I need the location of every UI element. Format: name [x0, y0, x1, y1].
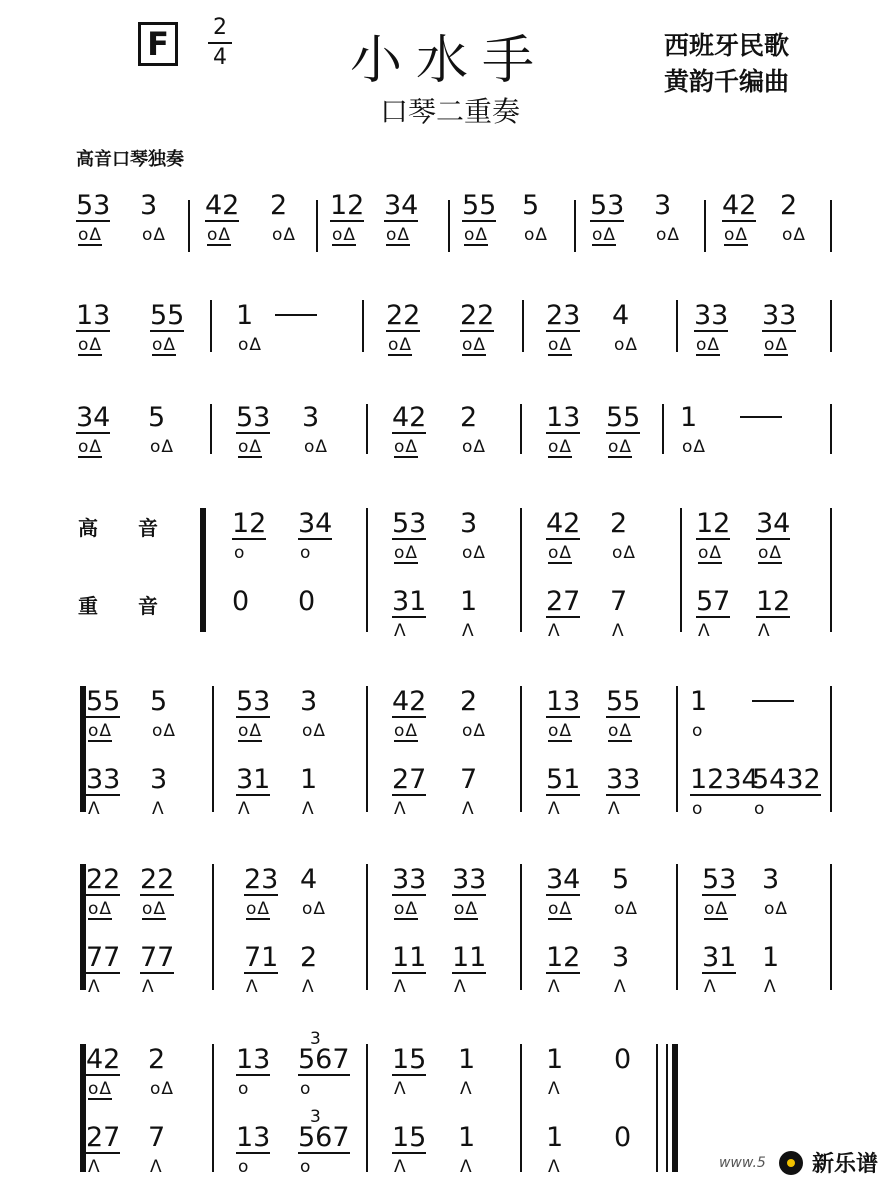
barline — [830, 508, 832, 632]
blow-hole-mark: oΔ — [608, 721, 633, 741]
triplet-mark: 3 — [310, 1107, 322, 1127]
note: 11 — [452, 942, 487, 973]
note: 7 — [610, 586, 628, 617]
draw-hole-mark: Λ — [608, 799, 621, 819]
note: 1 — [762, 942, 780, 973]
note: 0 — [298, 586, 316, 617]
barline — [212, 686, 214, 812]
barline — [830, 404, 832, 454]
barline — [676, 686, 678, 812]
barline — [680, 508, 682, 632]
note: 5 — [148, 402, 166, 433]
song-title: 小水手 — [350, 31, 549, 91]
note: 12 — [330, 190, 365, 221]
blow-hole-mark: oΔ — [614, 899, 639, 919]
blow-hole-mark: oΔ — [548, 543, 573, 563]
open-hole-mark: o — [754, 799, 766, 819]
note: 1 — [458, 1044, 476, 1075]
draw-hole-mark: Λ — [612, 621, 625, 641]
note: 33 — [452, 864, 487, 895]
blow-hole-mark: oΔ — [207, 225, 232, 245]
note: 55 — [606, 402, 641, 433]
note: 11 — [392, 942, 427, 973]
blow-hole-mark: oΔ — [782, 225, 807, 245]
note: 53 — [392, 508, 427, 539]
draw-hole-mark: Λ — [548, 977, 561, 997]
blow-hole-mark: oΔ — [462, 335, 487, 355]
blow-hole-mark: oΔ — [696, 335, 721, 355]
note: 51 — [546, 764, 581, 795]
note: 34 — [76, 402, 111, 433]
draw-hole-mark: Λ — [758, 621, 771, 641]
arranger-credit: 黄韵千编曲 — [664, 67, 790, 96]
blow-hole-mark: oΔ — [464, 225, 489, 245]
note: 4 — [612, 300, 630, 331]
note: 7 — [148, 1122, 166, 1153]
blow-hole-mark: oΔ — [88, 721, 113, 741]
double-barline — [672, 1044, 678, 1172]
note: 13 — [236, 1122, 271, 1153]
barline — [188, 200, 190, 252]
triplet-mark: 3 — [310, 1029, 322, 1049]
note: 1 — [300, 764, 318, 795]
blow-hole-mark: oΔ — [142, 899, 167, 919]
barline — [366, 686, 368, 812]
note: 12 — [696, 508, 731, 539]
note: 5432 — [752, 764, 821, 795]
note: 55 — [462, 190, 497, 221]
note: 13 — [546, 402, 581, 433]
note: 12 — [546, 942, 581, 973]
blow-hole-mark: oΔ — [454, 899, 479, 919]
note: 31 — [236, 764, 271, 795]
note: 23 — [244, 864, 279, 895]
draw-hole-mark: Λ — [394, 1079, 407, 1099]
blow-hole-mark: oΔ — [386, 225, 411, 245]
note: 57 — [696, 586, 731, 617]
note: 13 — [76, 300, 111, 331]
sustain-dash — [275, 314, 317, 316]
note: 42 — [392, 686, 427, 717]
barline — [210, 404, 212, 454]
blow-hole-mark: oΔ — [304, 437, 329, 457]
open-hole-mark: o — [234, 543, 246, 563]
blow-hole-mark: oΔ — [682, 437, 707, 457]
note: 1 — [458, 1122, 476, 1153]
note: 567 — [298, 1044, 350, 1075]
note: 53 — [76, 190, 111, 221]
disc-icon — [779, 1151, 803, 1175]
note: 5 — [150, 686, 168, 717]
barline — [676, 300, 678, 352]
note: 3 — [150, 764, 168, 795]
note: 13 — [546, 686, 581, 717]
note: 23 — [546, 300, 581, 331]
blow-hole-mark: oΔ — [656, 225, 681, 245]
key-signature: F — [138, 22, 178, 66]
draw-hole-mark: Λ — [302, 799, 315, 819]
note: 2 — [460, 402, 478, 433]
draw-hole-mark: Λ — [394, 1157, 407, 1177]
watermark-url: www.5 — [718, 1155, 766, 1171]
voice-label-high: 高 音 — [78, 516, 158, 540]
note: 7 — [460, 764, 478, 795]
note: 12 — [232, 508, 267, 539]
draw-hole-mark: Λ — [246, 977, 259, 997]
note: 0 — [614, 1122, 632, 1153]
draw-hole-mark: Λ — [462, 621, 475, 641]
note: 55 — [150, 300, 185, 331]
draw-hole-mark: Λ — [462, 799, 475, 819]
open-hole-mark: o — [238, 1079, 250, 1099]
draw-hole-mark: Λ — [152, 799, 165, 819]
note: 2 — [270, 190, 288, 221]
note: 0 — [614, 1044, 632, 1075]
draw-hole-mark: Λ — [548, 621, 561, 641]
note: 5 — [612, 864, 630, 895]
blow-hole-mark: oΔ — [608, 437, 633, 457]
blow-hole-mark: oΔ — [704, 899, 729, 919]
sustain-dash — [752, 700, 794, 702]
note: 2 — [148, 1044, 166, 1075]
note: 3 — [300, 686, 318, 717]
blow-hole-mark: oΔ — [88, 899, 113, 919]
draw-hole-mark: Λ — [150, 1157, 163, 1177]
draw-hole-mark: Λ — [764, 977, 777, 997]
blow-hole-mark: oΔ — [548, 335, 573, 355]
note: 2 — [460, 686, 478, 717]
note: 33 — [762, 300, 797, 331]
blow-hole-mark: oΔ — [614, 335, 639, 355]
note: 13 — [236, 1044, 271, 1075]
draw-hole-mark: Λ — [698, 621, 711, 641]
note: 3 — [762, 864, 780, 895]
barline — [676, 864, 678, 990]
barline — [666, 1044, 668, 1172]
note: 42 — [205, 190, 240, 221]
barline — [830, 686, 832, 812]
barline — [520, 508, 522, 632]
note: 3 — [460, 508, 478, 539]
note: 77 — [140, 942, 175, 973]
note: 22 — [140, 864, 175, 895]
note: 34 — [384, 190, 419, 221]
open-hole-mark: o — [300, 1157, 312, 1177]
sustain-dash — [740, 416, 782, 418]
blow-hole-mark: oΔ — [548, 437, 573, 457]
barline — [210, 300, 212, 352]
note: 3 — [612, 942, 630, 973]
barline — [316, 200, 318, 252]
note: 27 — [546, 586, 581, 617]
blow-hole-mark: oΔ — [394, 543, 419, 563]
blow-hole-mark: oΔ — [462, 543, 487, 563]
barline — [574, 200, 576, 252]
blow-hole-mark: oΔ — [88, 1079, 113, 1099]
note: 3 — [654, 190, 672, 221]
note: 3 — [140, 190, 158, 221]
note: 1 — [546, 1122, 564, 1153]
note: 5 — [522, 190, 540, 221]
voice-label-low: 重 音 — [78, 594, 158, 618]
draw-hole-mark: Λ — [548, 799, 561, 819]
barline — [520, 1044, 522, 1172]
blow-hole-mark: oΔ — [150, 1079, 175, 1099]
note: 53 — [702, 864, 737, 895]
blow-hole-mark: oΔ — [388, 335, 413, 355]
barline — [366, 1044, 368, 1172]
draw-hole-mark: Λ — [548, 1157, 561, 1177]
blow-hole-mark: oΔ — [394, 899, 419, 919]
blow-hole-mark: oΔ — [78, 437, 103, 457]
open-hole-mark: o — [692, 799, 704, 819]
blow-hole-mark: oΔ — [462, 721, 487, 741]
barline — [830, 300, 832, 352]
note: 53 — [236, 686, 271, 717]
note: 27 — [392, 764, 427, 795]
open-hole-mark: o — [300, 543, 312, 563]
draw-hole-mark: Λ — [394, 621, 407, 641]
draw-hole-mark: Λ — [142, 977, 155, 997]
draw-hole-mark: Λ — [394, 799, 407, 819]
note: 0 — [232, 586, 250, 617]
blow-hole-mark: oΔ — [78, 225, 103, 245]
note: 1234 — [690, 764, 759, 795]
note: 1 — [236, 300, 254, 331]
barline — [522, 300, 524, 352]
note: 31 — [392, 586, 427, 617]
blow-hole-mark: oΔ — [394, 721, 419, 741]
blow-hole-mark: oΔ — [302, 721, 327, 741]
barline — [520, 864, 522, 990]
barline — [830, 864, 832, 990]
note: 22 — [460, 300, 495, 331]
origin-credit: 西班牙民歌 — [664, 31, 790, 60]
blow-hole-mark: oΔ — [238, 335, 263, 355]
watermark — [719, 1147, 878, 1178]
blow-hole-mark: oΔ — [524, 225, 549, 245]
blow-hole-mark: oΔ — [592, 225, 617, 245]
blow-hole-mark: oΔ — [152, 335, 177, 355]
note: 22 — [386, 300, 421, 331]
note: 4 — [300, 864, 318, 895]
note: 34 — [756, 508, 791, 539]
watermark-brand: 新乐谱 — [811, 1152, 878, 1177]
barline — [520, 686, 522, 812]
barline — [520, 404, 522, 454]
draw-hole-mark: Λ — [88, 799, 101, 819]
note: 77 — [86, 942, 121, 973]
barline — [656, 1044, 658, 1172]
note: 567 — [298, 1122, 350, 1153]
draw-hole-mark: Λ — [302, 977, 315, 997]
blow-hole-mark: oΔ — [394, 437, 419, 457]
open-hole-mark: o — [238, 1157, 250, 1177]
note: 55 — [606, 686, 641, 717]
meter-top: 2 — [213, 15, 227, 40]
blow-hole-mark: oΔ — [462, 437, 487, 457]
note: 71 — [244, 942, 279, 973]
draw-hole-mark: Λ — [454, 977, 467, 997]
note: 53 — [590, 190, 625, 221]
note: 15 — [392, 1122, 427, 1153]
note: 1 — [460, 586, 478, 617]
blow-hole-mark: oΔ — [238, 721, 263, 741]
blow-hole-mark: oΔ — [764, 335, 789, 355]
note: 3 — [302, 402, 320, 433]
open-hole-mark: o — [692, 721, 704, 741]
barline — [366, 404, 368, 454]
barline — [704, 200, 706, 252]
blow-hole-mark: oΔ — [758, 543, 783, 563]
note: 53 — [236, 402, 271, 433]
time-signature — [205, 16, 235, 70]
note: 1 — [690, 686, 708, 717]
draw-hole-mark: Λ — [460, 1079, 473, 1099]
note: 55 — [86, 686, 121, 717]
blow-hole-mark: oΔ — [152, 721, 177, 741]
note: 12 — [756, 586, 791, 617]
note: 42 — [392, 402, 427, 433]
note: 2 — [780, 190, 798, 221]
note: 42 — [546, 508, 581, 539]
blow-hole-mark: oΔ — [246, 899, 271, 919]
blow-hole-mark: oΔ — [142, 225, 167, 245]
double-barline — [200, 508, 206, 632]
blow-hole-mark: oΔ — [548, 899, 573, 919]
note: 15 — [392, 1044, 427, 1075]
note: 42 — [722, 190, 757, 221]
blow-hole-mark: oΔ — [332, 225, 357, 245]
barline — [448, 200, 450, 252]
note: 1 — [546, 1044, 564, 1075]
barline — [212, 1044, 214, 1172]
blow-hole-mark: oΔ — [724, 225, 749, 245]
blow-hole-mark: oΔ — [78, 335, 103, 355]
blow-hole-mark: oΔ — [302, 899, 327, 919]
meter-bottom: 4 — [213, 45, 227, 70]
note: 1 — [680, 402, 698, 433]
solo-part-label: 高音口琴独奏 — [76, 149, 184, 170]
note: 33 — [606, 764, 641, 795]
draw-hole-mark: Λ — [704, 977, 717, 997]
barline — [366, 508, 368, 632]
note: 33 — [86, 764, 121, 795]
song-subtitle: 口琴二重奏 — [380, 95, 521, 128]
barline — [830, 200, 832, 252]
blow-hole-mark: oΔ — [548, 721, 573, 741]
blow-hole-mark: oΔ — [238, 437, 263, 457]
note: 42 — [86, 1044, 121, 1075]
draw-hole-mark: Λ — [88, 977, 101, 997]
note: 31 — [702, 942, 737, 973]
open-hole-mark: o — [300, 1079, 312, 1099]
barline — [366, 864, 368, 990]
note: 2 — [610, 508, 628, 539]
blow-hole-mark: oΔ — [698, 543, 723, 563]
note: 2 — [300, 942, 318, 973]
barline — [212, 864, 214, 990]
draw-hole-mark: Λ — [394, 977, 407, 997]
blow-hole-mark: oΔ — [272, 225, 297, 245]
draw-hole-mark: Λ — [614, 977, 627, 997]
blow-hole-mark: oΔ — [150, 437, 175, 457]
note: 34 — [298, 508, 333, 539]
note: 33 — [694, 300, 729, 331]
barline — [662, 404, 664, 454]
draw-hole-mark: Λ — [548, 1079, 561, 1099]
draw-hole-mark: Λ — [238, 799, 251, 819]
draw-hole-mark: Λ — [460, 1157, 473, 1177]
barline — [362, 300, 364, 352]
note: 27 — [86, 1122, 121, 1153]
blow-hole-mark: oΔ — [764, 899, 789, 919]
note: 22 — [86, 864, 121, 895]
note: 33 — [392, 864, 427, 895]
note: 34 — [546, 864, 581, 895]
blow-hole-mark: oΔ — [612, 543, 637, 563]
draw-hole-mark: Λ — [88, 1157, 101, 1177]
